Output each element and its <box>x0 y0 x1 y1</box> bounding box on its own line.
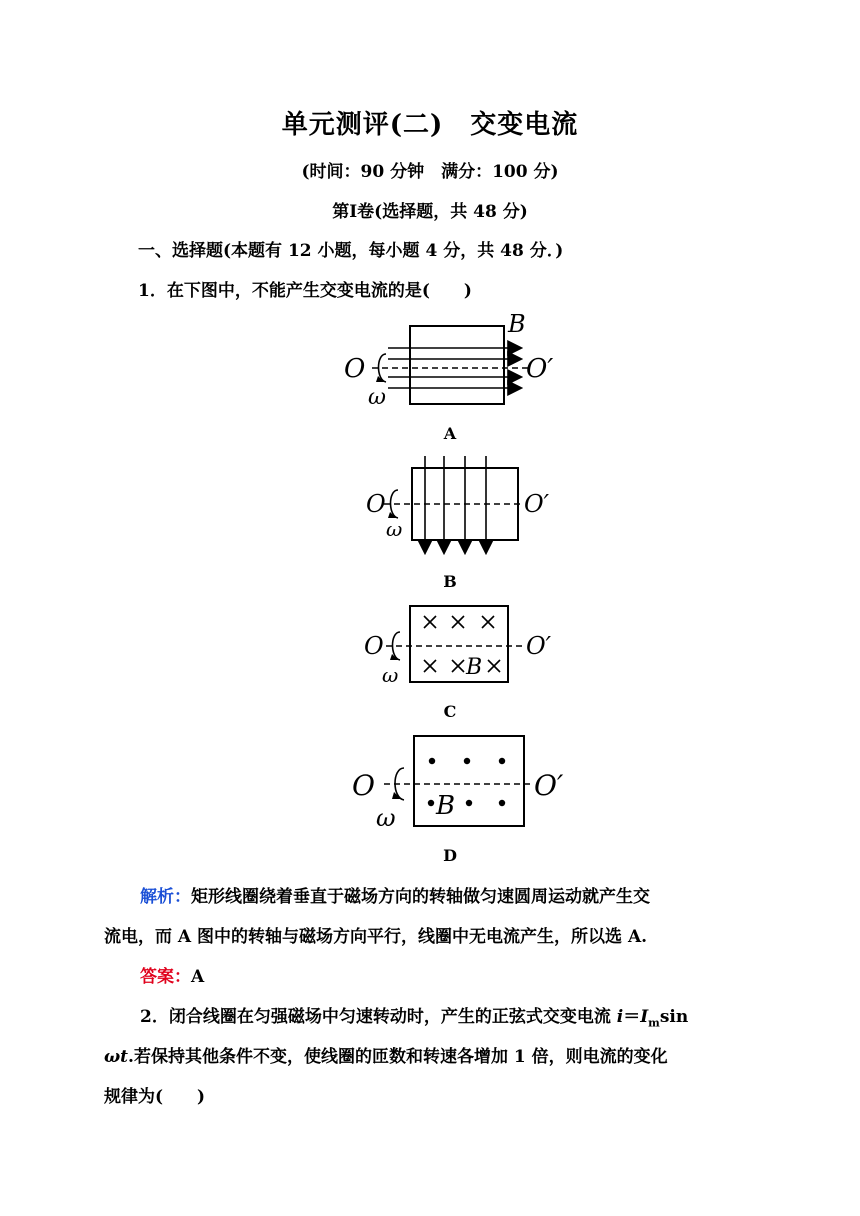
symbol-eq: ＝ <box>623 1007 641 1027</box>
axis-left-label: O <box>352 769 375 802</box>
field-label: B <box>466 655 483 680</box>
analysis-line-1 <box>140 882 650 907</box>
axis-left-label: O <box>344 354 366 384</box>
question-2-text-a: 2．闭合线圈在匀强磁场中匀速转动时，产生的正弦式交变电流 <box>140 1007 617 1027</box>
axis-right-label: O′ <box>526 632 552 660</box>
page-title: 单元测评(二) 交变电流 <box>281 110 579 140</box>
axis-right-label: O′ <box>526 354 554 384</box>
answer-line <box>140 962 204 987</box>
option-d-caption: D <box>443 846 457 865</box>
question-2-line-1 <box>140 1002 688 1029</box>
exam-info: (时间：90 分钟 满分：100 分) <box>301 162 559 182</box>
question-1-stem: 1．在下图中，不能产生交变电流的是( ) <box>138 281 472 301</box>
symbol-I: I <box>640 1007 649 1027</box>
analysis-line-2: 流电，而 A 图中的转轴与磁场方向平行，线圈中无电流产生，所以选 A. <box>104 927 648 947</box>
option-b-caption: B <box>443 572 457 591</box>
omega-label: ω <box>368 385 386 410</box>
symbol-omega-t: ωt <box>104 1047 129 1067</box>
question-2-line-2 <box>104 1042 668 1067</box>
answer-label: 答案： <box>140 967 191 987</box>
field-label: B <box>436 791 456 821</box>
omega-label: ω <box>382 663 399 687</box>
field-label: B <box>508 310 526 338</box>
axis-right-label: O′ <box>534 769 564 802</box>
axis-right-label: O′ <box>524 490 550 518</box>
question-2-line-3: 规律为( ) <box>104 1087 206 1107</box>
answer-value: A <box>191 967 205 987</box>
symbol-m: m <box>648 1016 660 1030</box>
omega-label: ω <box>386 517 403 541</box>
volume-heading: 第Ⅰ卷(选择题，共 48 分) <box>332 202 528 222</box>
option-c-caption: C <box>443 702 457 721</box>
section-heading: 一、选择题(本题有 12 小题，每小题 4 分，共 48 分．) <box>138 241 564 261</box>
symbol-sin: sin <box>659 1007 689 1027</box>
axis-left-label: O <box>364 632 384 660</box>
analysis-label: 解析： <box>140 887 191 907</box>
question-2-text-b: .若保持其他条件不变，使线圈的匝数和转速各增加 1 倍，则电流的变化 <box>128 1047 668 1067</box>
analysis-text-1: 矩形线圈绕着垂直于磁场方向的转轴做匀速圆周运动就产生交 <box>191 887 650 907</box>
option-a-caption: A <box>443 424 457 443</box>
symbol-i: i <box>616 1007 624 1027</box>
axis-left-label: O <box>366 490 386 518</box>
omega-label: ω <box>376 804 396 832</box>
